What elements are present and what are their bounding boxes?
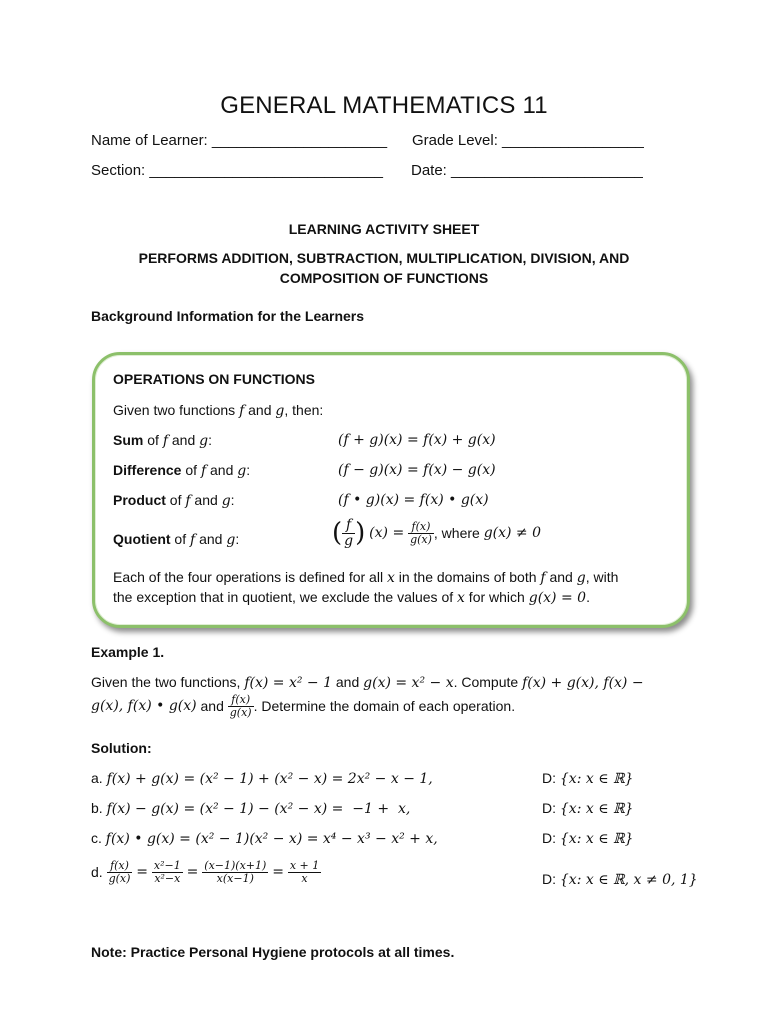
fraction-1 xyxy=(107,860,133,884)
math-g: g xyxy=(237,463,247,479)
of-text: of xyxy=(143,432,163,448)
and-text: and xyxy=(196,698,228,715)
example-text: . Compute xyxy=(453,674,523,690)
note-text: in the domains of both xyxy=(394,569,541,585)
example-text: . Determine the domain of each operation. xyxy=(253,698,516,715)
solution-item-b xyxy=(91,800,410,817)
and-text: and xyxy=(545,569,577,585)
domain-label: D: xyxy=(542,871,560,887)
product-label-text: Product xyxy=(113,492,166,508)
math-f: f xyxy=(190,532,196,548)
intro-and: and xyxy=(244,402,276,418)
note-text: the exception that in quotient, we exclude the values of xyxy=(113,589,458,605)
and-text: and xyxy=(190,492,222,508)
fraction-denominator: g(x) xyxy=(229,705,252,719)
colon: : xyxy=(235,531,240,547)
name-of-learner-field: Name of Learner: _____________________ xyxy=(91,132,388,149)
domain-d xyxy=(542,871,698,888)
note-text: . xyxy=(586,589,590,605)
solution-heading: Solution: xyxy=(91,740,152,756)
colon: : xyxy=(246,462,251,478)
fraction-numerator: x²−1 xyxy=(153,859,181,872)
item-letter: a. xyxy=(91,770,107,786)
domain-label: D: xyxy=(542,830,560,846)
where-text: , where xyxy=(433,525,480,542)
of-text: of xyxy=(181,462,201,478)
background-heading: Background Information for the Learners xyxy=(91,308,365,324)
quotient-label-text: Quotient xyxy=(113,531,171,547)
and-text: and xyxy=(195,531,227,547)
grade-level-field: Grade Level: _________________ xyxy=(412,132,644,149)
fraction-denominator: x xyxy=(301,871,308,885)
example-text: Given the two functions, xyxy=(91,674,245,690)
fx-over-gx-fraction xyxy=(228,694,254,718)
date-field: Date: _______________________ xyxy=(411,162,643,179)
math-g: g xyxy=(226,532,236,548)
solution-item-d xyxy=(91,860,321,884)
math-f: f xyxy=(540,570,546,586)
fraction-denominator: x(x−1) xyxy=(216,871,254,885)
fx-definition: f(x) = x² − 1 xyxy=(244,675,332,691)
domain-set: {x: x ∈ ℝ, x ≠ 0, 1} xyxy=(559,872,698,888)
math-f: f xyxy=(200,463,207,479)
page-title: GENERAL MATHEMATICS 11 xyxy=(220,92,548,119)
box-intro xyxy=(113,402,323,419)
of-text: of xyxy=(165,492,186,508)
sum-label xyxy=(113,432,212,449)
math-f: f xyxy=(185,493,191,509)
math-g: g xyxy=(576,570,586,586)
difference-formula: (f − g)(x) = f(x) − g(x) xyxy=(338,462,496,478)
fraction-numerator: x + 1 xyxy=(289,859,320,872)
intro-then: , then: xyxy=(284,402,324,418)
math-f: f xyxy=(162,433,168,449)
math-g: g xyxy=(275,403,285,419)
math-g: g xyxy=(221,493,231,509)
note-text: Each of the four operations is defined for all xyxy=(113,569,387,585)
math-x: x xyxy=(386,570,395,586)
quotient-formula xyxy=(332,518,541,548)
fraction-4 xyxy=(288,860,321,884)
domain-c xyxy=(542,830,634,847)
fx-over-gx-fraction xyxy=(408,521,434,545)
math-g: g xyxy=(199,433,209,449)
fraction-denominator: x²−x xyxy=(154,871,181,885)
equals-sign: = xyxy=(272,864,284,881)
fraction-numerator: f(x) xyxy=(408,521,434,534)
box-heading: OPERATIONS ON FUNCTIONS xyxy=(113,371,315,387)
item-letter: d. xyxy=(91,864,103,881)
domain-label: D: xyxy=(542,800,560,816)
example-line-1 xyxy=(91,674,644,691)
box-note-line-1 xyxy=(113,569,618,586)
colon: : xyxy=(208,432,212,448)
example-math: g(x), f(x) • g(x) xyxy=(91,698,197,715)
example-heading: Example 1. xyxy=(91,644,165,660)
item-expression: f(x) − g(x) = (x² − 1) − (x² − x) = −1 + x, xyxy=(106,801,411,817)
hygiene-note: Note: Practice Personal Hygiene protocols at all times. xyxy=(91,944,455,960)
product-label xyxy=(113,492,235,509)
math-g-zero: g(x) = 0 xyxy=(528,590,587,606)
quotient-label xyxy=(113,531,239,548)
colon: : xyxy=(230,492,235,508)
domain-set: {x: x ∈ ℝ} xyxy=(559,801,634,817)
f-over-g-fraction xyxy=(342,518,355,548)
fraction-denominator: g(x) xyxy=(108,871,131,885)
sum-label-text: Sum xyxy=(113,432,144,448)
note-text: for which xyxy=(464,589,529,605)
domain-set: {x: x ∈ ℝ} xyxy=(559,831,634,847)
domain-a xyxy=(542,770,634,787)
and-text: and xyxy=(168,432,200,448)
domain-b xyxy=(542,800,634,817)
and-text: and xyxy=(332,674,364,690)
fraction-numerator: (x−1)(x+1) xyxy=(204,859,267,872)
box-note-line-2 xyxy=(113,589,590,606)
section-field: Section: ____________________________ xyxy=(91,162,383,179)
solution-item-a xyxy=(91,770,433,787)
product-formula: (f • g)(x) = f(x) • g(x) xyxy=(338,492,489,508)
fraction-numerator: f xyxy=(342,518,355,534)
difference-label-text: Difference xyxy=(113,462,182,478)
note-text: , with xyxy=(585,569,619,585)
domain-label: D: xyxy=(542,770,560,786)
sum-formula: (f + g)(x) = f(x) + g(x) xyxy=(338,432,496,448)
fraction-denominator: g(x) xyxy=(410,532,432,546)
example-line-2 xyxy=(91,694,515,718)
operations-box xyxy=(92,352,690,628)
example-math: f(x) + g(x), f(x) − xyxy=(522,675,644,691)
fraction-2 xyxy=(152,860,183,884)
right-paren: ) xyxy=(355,518,366,549)
item-letter: b. xyxy=(91,800,107,816)
topic-line-1: PERFORMS ADDITION, SUBTRACTION, MULTIPLICATION, DIVISION, AND xyxy=(138,250,630,266)
equals-sign: = xyxy=(136,864,149,881)
quotient-arg: (x) = xyxy=(369,525,405,542)
fraction-3 xyxy=(202,860,268,884)
equals-sign: = xyxy=(186,864,199,881)
intro-text: Given two functions xyxy=(113,402,240,418)
solution-item-c xyxy=(91,830,438,847)
fraction-numerator: f(x) xyxy=(228,694,254,707)
item-expression: f(x) • g(x) = (x² − 1)(x² − x) = x⁴ − x³ − x² + x, xyxy=(105,831,438,847)
item-expression: f(x) + g(x) = (x² − 1) + (x² − x) = 2x² − x − 1, xyxy=(106,771,433,787)
and-text: and xyxy=(206,462,238,478)
gx-definition: g(x) = x² − x xyxy=(363,675,454,691)
domain-set: {x: x ∈ ℝ} xyxy=(559,771,634,787)
quotient-condition: g(x) ≠ 0 xyxy=(483,525,542,542)
math-x: x xyxy=(457,590,465,606)
fraction-numerator: f(x) xyxy=(107,860,133,873)
math-f: f xyxy=(239,403,245,419)
item-letter: c. xyxy=(91,830,106,846)
fraction-denominator: g xyxy=(344,532,354,549)
left-paren: ( xyxy=(332,518,343,549)
of-text: of xyxy=(170,531,191,547)
difference-label xyxy=(113,462,250,479)
sheet-title: LEARNING ACTIVITY SHEET xyxy=(288,221,480,237)
topic-line-2: COMPOSITION OF FUNCTIONS xyxy=(279,270,489,286)
